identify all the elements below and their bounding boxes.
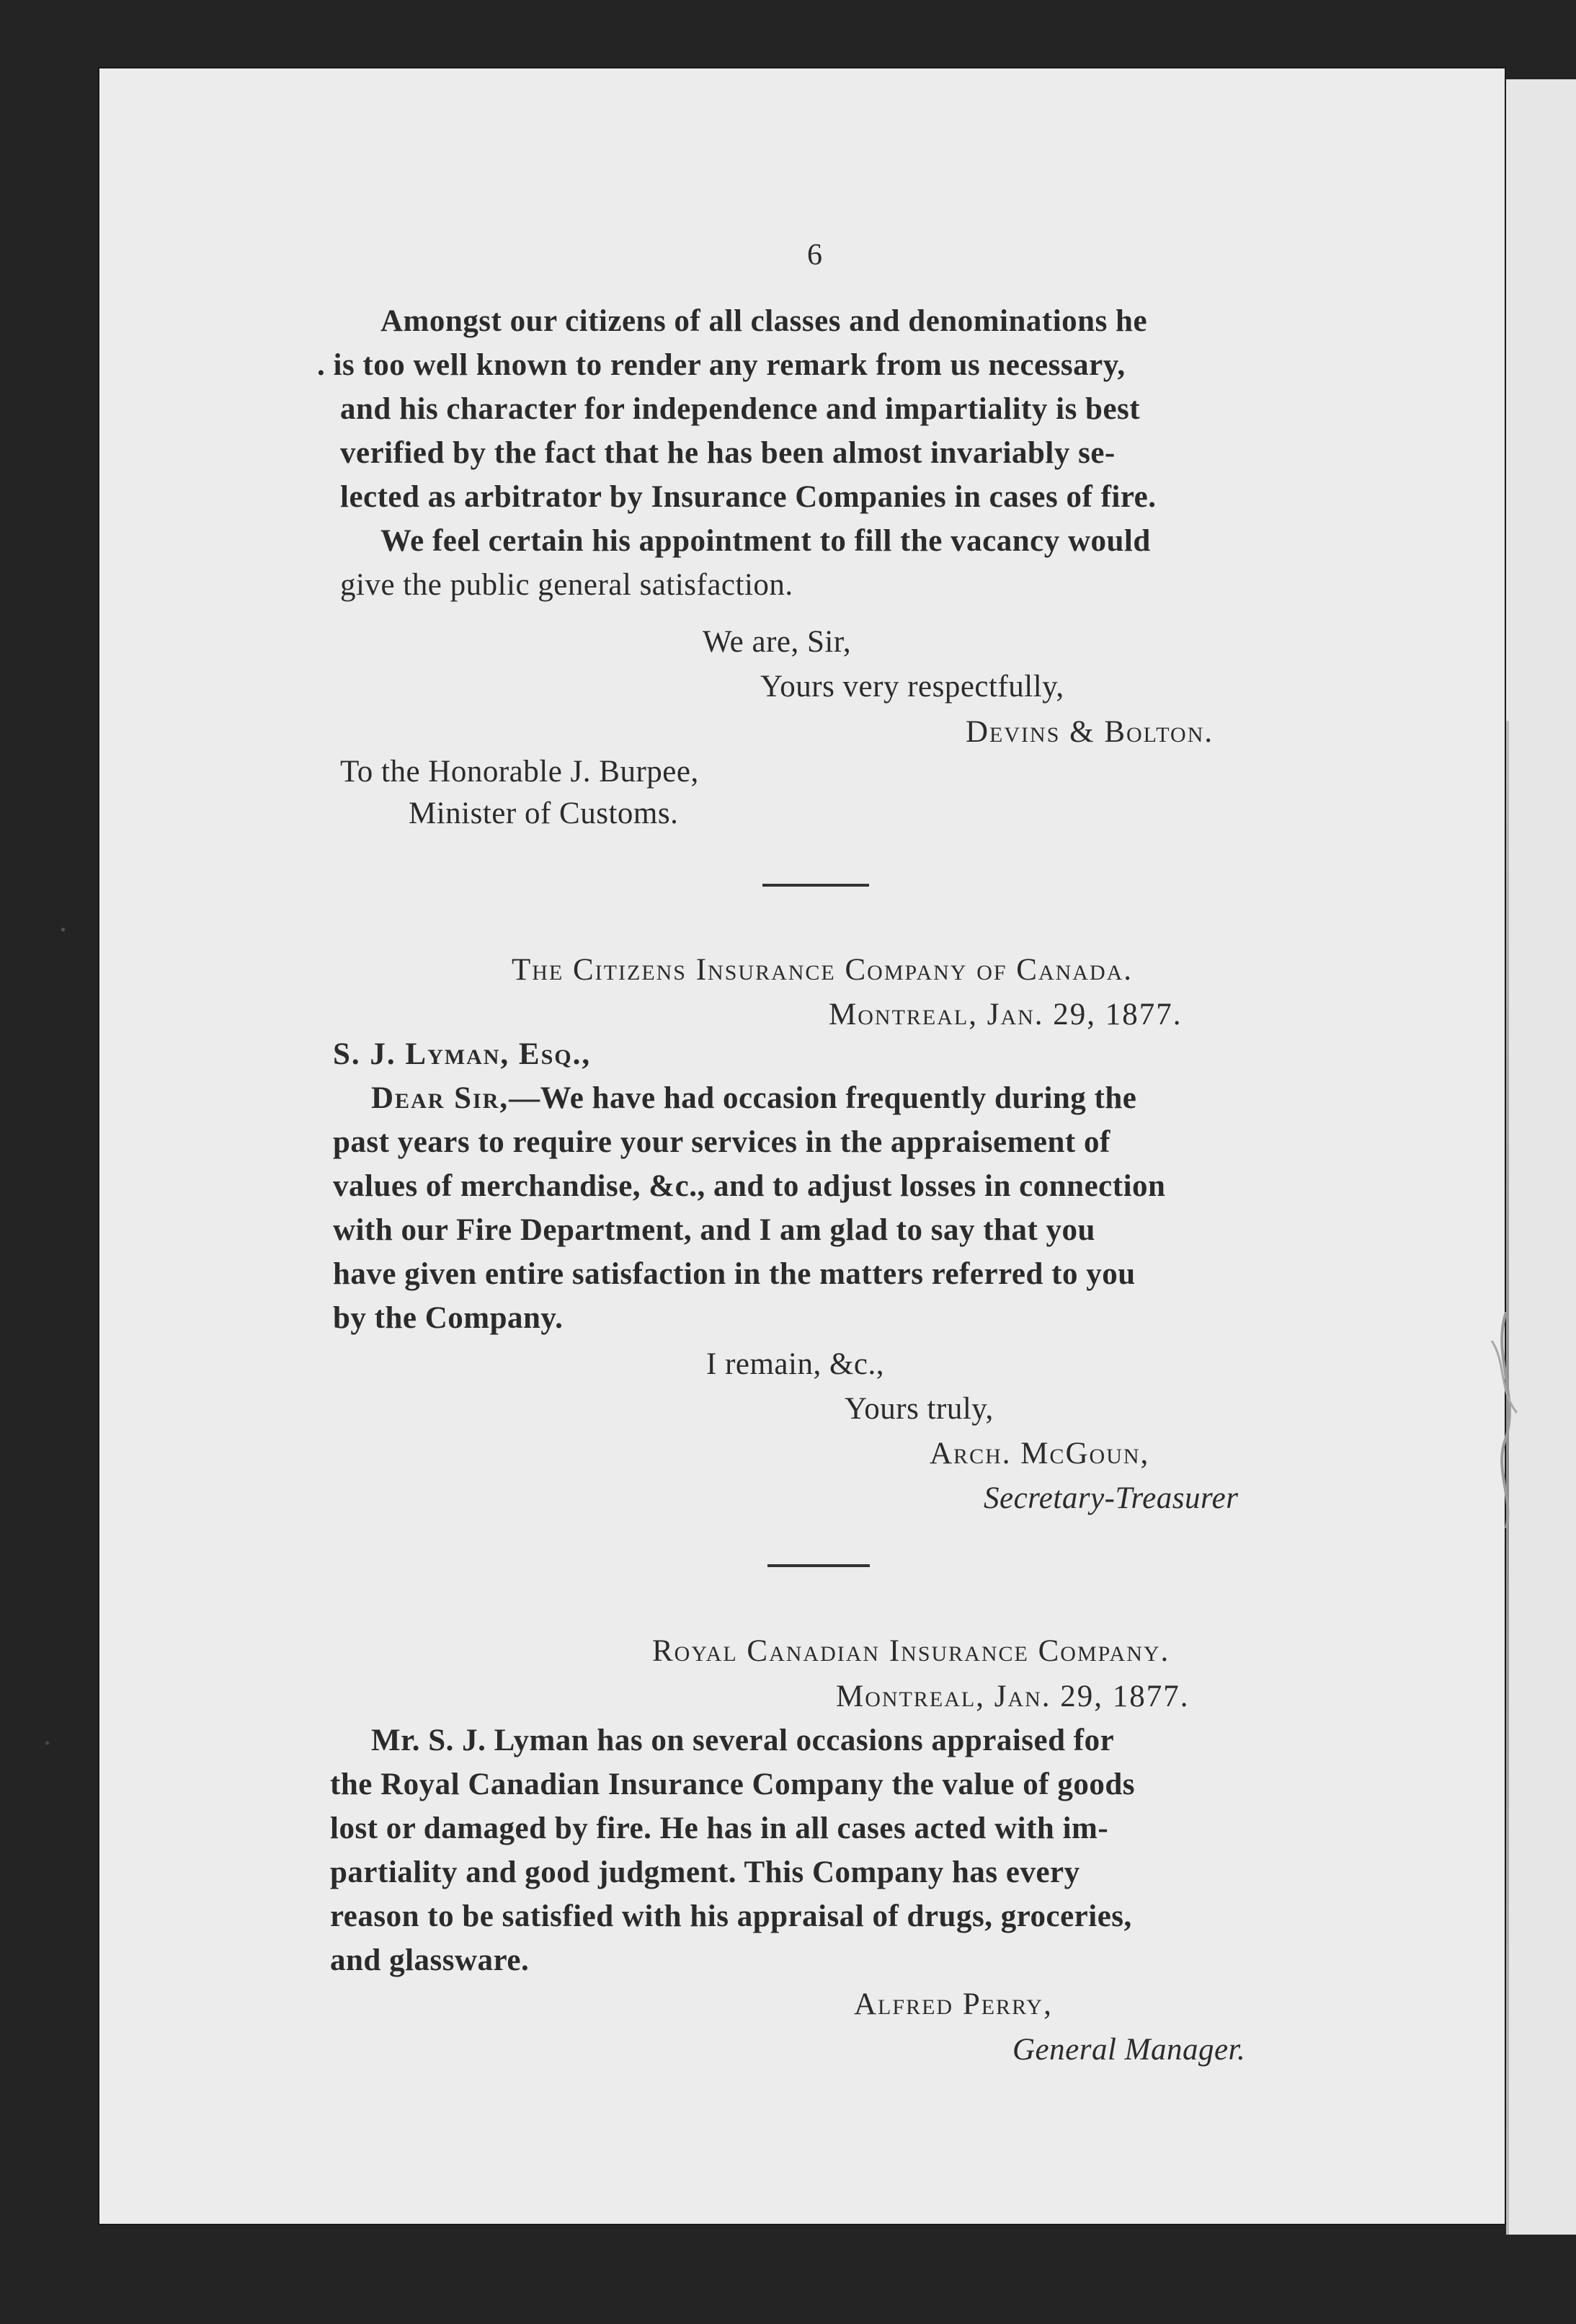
letter1-body-line-4: verified by the fact that he has been almost invariably se- (340, 436, 1116, 470)
letter2-salutation: Dear Sir, (371, 1081, 509, 1115)
letter2-salutation-to: S. J. Lyman, Esq., (333, 1037, 592, 1071)
binding-string-icon (1484, 1312, 1528, 1528)
letter2-complimentary: Yours truly, (845, 1392, 994, 1426)
section-divider-2 (767, 1564, 870, 1567)
letter2-body-line-5: have given entire satisfaction in the matters referred to you (333, 1257, 1136, 1291)
letter1-addressee-line-1: To the Honorable J. Burpee, (340, 755, 699, 789)
letter1-body-line-7: give the public general satisfaction. (340, 568, 793, 602)
letter3-body-line-6: and glassware. (330, 1943, 530, 1977)
letter3-body-line-1: Mr. S. J. Lyman has on several occasions appraised for (371, 1724, 1115, 1757)
letter2-body-line-3: values of merchandise, &c., and to adjust losses in connection (333, 1169, 1166, 1203)
letter2-company: The Citizens Insurance Company of Canada. (512, 953, 1134, 987)
letter1-closing: We are, Sir, (703, 625, 852, 659)
letter2-title: Secretary-Treasurer (984, 1481, 1239, 1515)
letter2-closing: I remain, &c., (706, 1347, 884, 1381)
letter2-body-line-1: —We have had occasion frequently during the (509, 1081, 1137, 1115)
letter1-body-line-2: . is too well known to render any remark from us necessary, (317, 348, 1126, 382)
letter1-body-line-6: We feel certain his appointment to fill the vacancy would (380, 524, 1151, 558)
letter3-title: General Manager. (1012, 2033, 1246, 2067)
letter3-signature: Alfred Perry, (854, 1987, 1053, 2021)
letter1-body-line-1: Amongst our citizens of all classes and denominations he (380, 304, 1148, 338)
letter1-body-line-3: and his character for independence and impartiality is best (340, 392, 1141, 426)
letter2-signature: Arch. McGoun, (930, 1437, 1150, 1471)
letter1-addressee-line-2: Minister of Customs. (409, 797, 679, 830)
letter2-body-line-4: with our Fire Department, and I am glad to say that you (333, 1213, 1095, 1247)
facing-page-edge (1506, 79, 1576, 2235)
letter1-body-line-5: lected as arbitrator by Insurance Companies in cases of fire. (340, 480, 1157, 514)
section-divider (762, 884, 869, 887)
letter2-body-line-2: past years to require your services in the appraisement of (333, 1125, 1110, 1159)
letter3-body-line-5: reason to be satisfied with his appraisal of drugs, groceries, (330, 1899, 1132, 1933)
letter2-dateline: Montreal, Jan. 29, 1877. (829, 998, 1183, 1032)
letter3-body-line-2: the Royal Canadian Insurance Company the value of goods (330, 1768, 1135, 1801)
letter3-dateline: Montreal, Jan. 29, 1877. (836, 1680, 1190, 1713)
letter3-body-line-4: partiality and good judgment. This Company has every (330, 1855, 1080, 1889)
letter1-signature: Devins & Bolton. (966, 715, 1214, 749)
letter3-body-line-3: lost or damaged by fire. He has in all cases acted with im- (330, 1811, 1109, 1845)
letter1-complimentary: Yours very respectfully, (760, 670, 1064, 704)
page-number: 6 (807, 239, 822, 272)
letter3-company: Royal Canadian Insurance Company. (652, 1634, 1170, 1668)
letter2-body-line-6: by the Company. (333, 1301, 564, 1335)
